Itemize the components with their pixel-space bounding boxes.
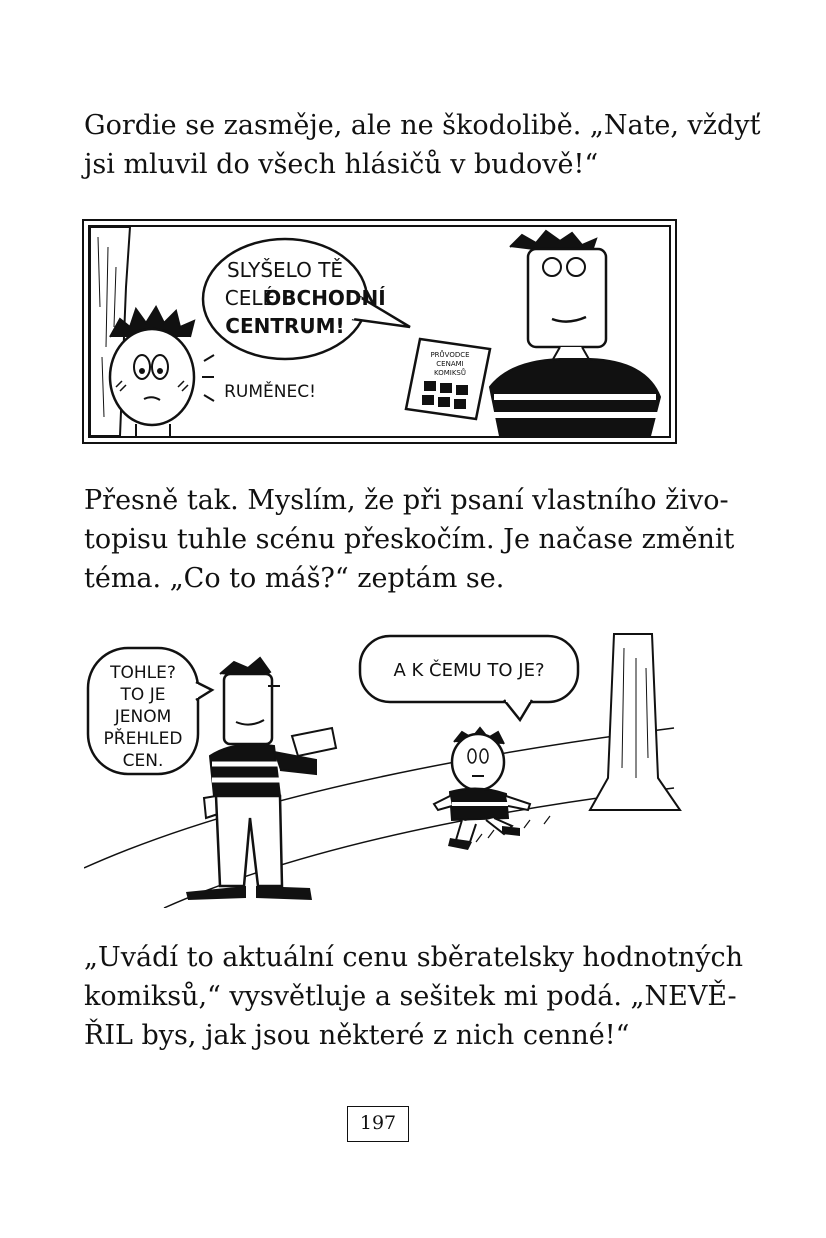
booklet-line: PRŮVODCE <box>430 351 470 359</box>
bubble-text: A K ČEMU TO JE? <box>393 660 545 681</box>
booklet-line: KOMIKSŮ <box>434 369 466 377</box>
comic-price-booklet <box>406 339 490 419</box>
bubble-line: SLYŠELO TĚ <box>226 258 344 282</box>
bubble-line: CEN. <box>122 751 164 771</box>
illustration-park <box>84 628 684 908</box>
paragraph-line: Gordie se zasměje, ale ne škodolibě. „Nate, vždyť <box>84 110 761 141</box>
bubble-line: CELÉ <box>224 286 276 310</box>
paragraph-line: Přesně tak. Myslím, že při psaní vlastního živo- <box>84 485 729 516</box>
paragraph-line: komiksů,“ vysvětluje a sešitek mi podá. „NEVĚ- <box>84 981 737 1012</box>
bubble-line-bold: OBCHODNÍ <box>264 286 386 310</box>
paragraph-line: téma. „Co to máš?“ zeptám se. <box>84 563 505 594</box>
paragraph-1 <box>84 106 761 184</box>
bubble-line: TO JE <box>120 685 166 705</box>
park-drawing <box>84 628 684 908</box>
bubble-line: TOHLE? <box>110 663 176 683</box>
booklet-line: CENAMI <box>436 360 464 368</box>
gordie-standing-figure <box>186 658 336 900</box>
panel-inner-border <box>88 225 671 438</box>
bubble-line: PŘEHLED <box>103 729 183 749</box>
panel-mall-drawing <box>90 227 669 436</box>
nate-figure <box>110 307 194 436</box>
page-number: 197 <box>347 1106 409 1142</box>
paragraph-line: ŘIL bys, jak jsou některé z nich cenné!“ <box>84 1020 630 1051</box>
paragraph-2 <box>84 481 744 598</box>
bubble-line: JENOM <box>114 707 172 727</box>
paragraph-line: jsi mluvil do všech hlásičů v budově!“ <box>84 149 599 180</box>
gordie-figure <box>490 231 660 436</box>
comic-panel-mall <box>82 219 677 444</box>
paragraph-line: topisu tuhle scénu přeskočím. Je načase změnit <box>84 524 735 555</box>
sfx-text: RUMĚNEC! <box>224 382 316 402</box>
paragraph-line: „Uvádí to aktuální cenu sběratelsky hodnotných <box>84 942 743 973</box>
paragraph-3 <box>84 938 744 1055</box>
nate-walking-figure <box>434 728 530 850</box>
bubble-line-bold: CENTRUM! <box>225 314 345 338</box>
